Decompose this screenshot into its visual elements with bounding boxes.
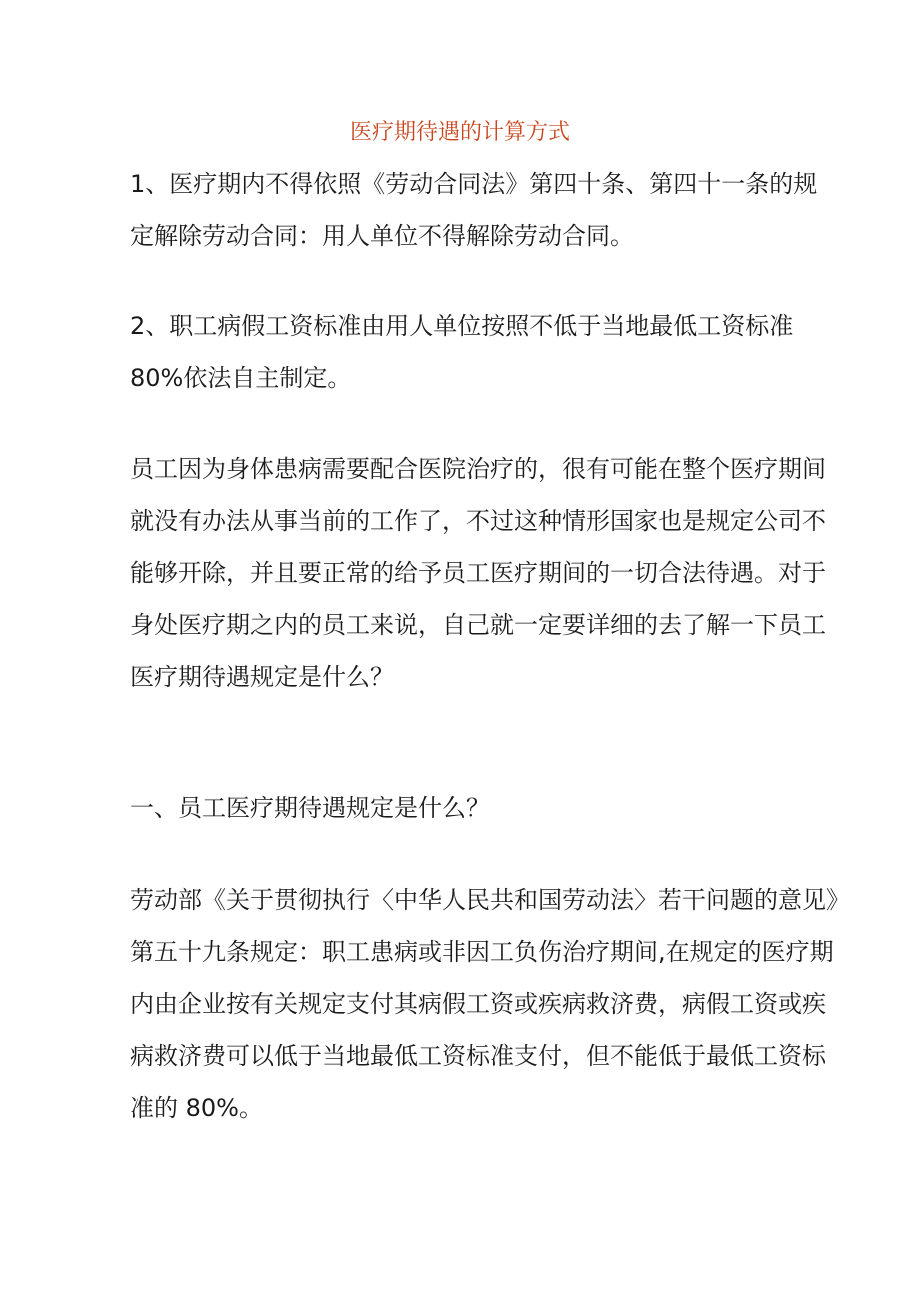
paragraph-line: 2、职工病假工资标准由用人单位按照不低于当地最低工资标准 xyxy=(130,312,794,340)
paragraph-line: 1、医疗期内不得依照《劳动合同法》第四十条、第四十一条的规 xyxy=(130,170,818,198)
paragraph-line: 劳动部《关于贯彻执行〈中华人民共和国劳动法〉若干问题的意见》 xyxy=(130,886,850,914)
heading-line: 一、员工医疗期待遇规定是什么？ xyxy=(130,794,490,822)
paragraph-line: 第五十九条规定：职工患病或非因工负伤治疗期间,在规定的医疗期 xyxy=(130,938,834,966)
paragraph-line: 就没有办法从事当前的工作了，不过这种情形国家也是规定公司不 xyxy=(130,507,826,535)
paragraph-line: 内由企业按有关规定支付其病假工资或疾病救济费，病假工资或疾 xyxy=(130,990,826,1018)
paragraph-1 xyxy=(130,158,818,262)
paragraph-line: 80%依法自主制定。 xyxy=(130,364,352,392)
section-heading xyxy=(130,782,802,834)
paragraph-3 xyxy=(130,443,826,703)
paragraph-line: 身处医疗期之内的员工来说，自己就一定要详细的去了解一下员工 xyxy=(130,611,826,639)
paragraph-4 xyxy=(130,874,850,1134)
paragraph-line: 定解除劳动合同：用人单位不得解除劳动合同。 xyxy=(130,222,634,250)
paragraph-line: 病救济费可以低于当地最低工资标准支付，但不能低于最低工资标 xyxy=(130,1042,826,1070)
paragraph-line: 准的 80%。 xyxy=(130,1094,263,1122)
paragraph-line: 员工因为身体患病需要配合医院治疗的，很有可能在整个医疗期间 xyxy=(130,455,826,483)
document-title: 医疗期待遇的计算方式 xyxy=(349,120,570,145)
paragraph-2 xyxy=(130,300,802,404)
paragraph-line: 能够开除，并且要正常的给予员工医疗期间的一切合法待遇。对于 xyxy=(130,559,826,587)
paragraph-line: 医疗期待遇规定是什么？ xyxy=(130,663,394,691)
